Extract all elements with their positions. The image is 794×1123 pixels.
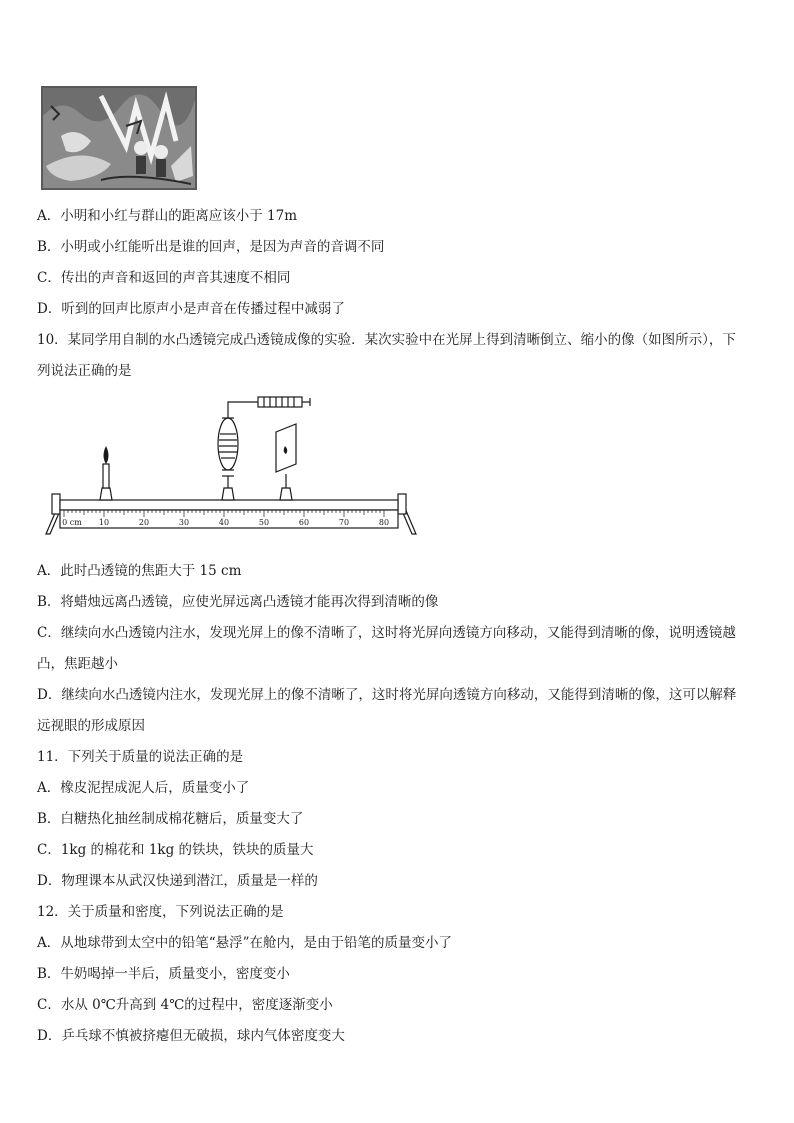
ruler-tick-label: 10	[98, 518, 110, 527]
q10-option-b: B．将蜡烛远离凸透镜，应使光屏远离凸透镜才能再次得到清晰的像	[37, 594, 439, 610]
q12-option-d: D．乒乓球不慎被挤瘪但无破损，球内气体密度变大	[37, 1028, 345, 1044]
mountain-echo-illustration	[41, 86, 197, 190]
q12-option-c: C．水从 0℃升高到 4℃的过程中，密度逐渐变小	[37, 997, 333, 1013]
ruler-tick-label: 50	[258, 518, 270, 527]
ruler-tick-label: 60	[298, 518, 310, 527]
q9-option-a: A．小明和小红与群山的距离应该小于 17m	[37, 208, 298, 224]
q12-option-a: A．从地球带到太空中的铅笔“悬浮”在舱内，是由于铅笔的质量变小了	[37, 935, 453, 951]
ruler-unit-label: 0 cm	[62, 518, 82, 527]
ruler-tick-label: 30	[178, 518, 190, 527]
q9-option-c: C．传出的声音和返回的声音其速度不相同	[37, 270, 291, 286]
q10-option-c-line2: 凸，焦距越小	[37, 656, 118, 672]
q10-option-d-line1: D．继续向水凸透镜内注水，发现光屏上的像不清晰了，这时将光屏向透镜方向移动，又能得到清晰的像，这可以解释	[37, 687, 737, 703]
q9-option-b: B．小明或小红能听出是谁的回声，是因为声音的音调不同	[37, 239, 385, 255]
q12-stem: 12．关于质量和密度，下列说法正确的是	[37, 904, 284, 920]
q11-option-d: D．物理课本从武汉快递到潜江，质量是一样的	[37, 873, 318, 889]
q11-option-c: C．1kg 的棉花和 1kg 的铁块，铁块的质量大	[37, 842, 314, 858]
q10-stem-line1: 10．某同学用自制的水凸透镜完成凸透镜成像的实验．某次实验中在光屏上得到清晰倒立、缩小的像（如图所示），下	[37, 332, 736, 348]
q12-option-b: B．牛奶喝掉一半后，质量变小，密度变小	[37, 966, 290, 982]
optical-bench-diagram	[36, 394, 424, 546]
q11-option-b: B．白糖热化抽丝制成棉花糖后，质量变大了	[37, 811, 304, 827]
ruler-tick-label: 70	[338, 518, 350, 527]
ruler-tick-label: 20	[138, 518, 150, 527]
q11-option-a: A．橡皮泥捏成泥人后，质量变小了	[37, 780, 250, 796]
q10-option-d-line2: 远视眼的形成原因	[37, 718, 145, 734]
q10-stem-line2: 列说法正确的是	[37, 363, 132, 379]
q11-stem: 11．下列关于质量的说法正确的是	[37, 749, 244, 765]
q10-option-a: A．此时凸透镜的焦距大于 15 cm	[37, 563, 242, 579]
ruler-tick-label: 80	[378, 518, 390, 527]
q10-option-c-line1: C．继续向水凸透镜内注水，发现光屏上的像不清晰了，这时将光屏向透镜方向移动，又能得到清晰的像，说明透镜越	[37, 625, 736, 641]
q9-option-d: D．听到的回声比原声小是声音在传播过程中减弱了	[37, 301, 345, 317]
ruler-tick-label: 40	[218, 518, 230, 527]
